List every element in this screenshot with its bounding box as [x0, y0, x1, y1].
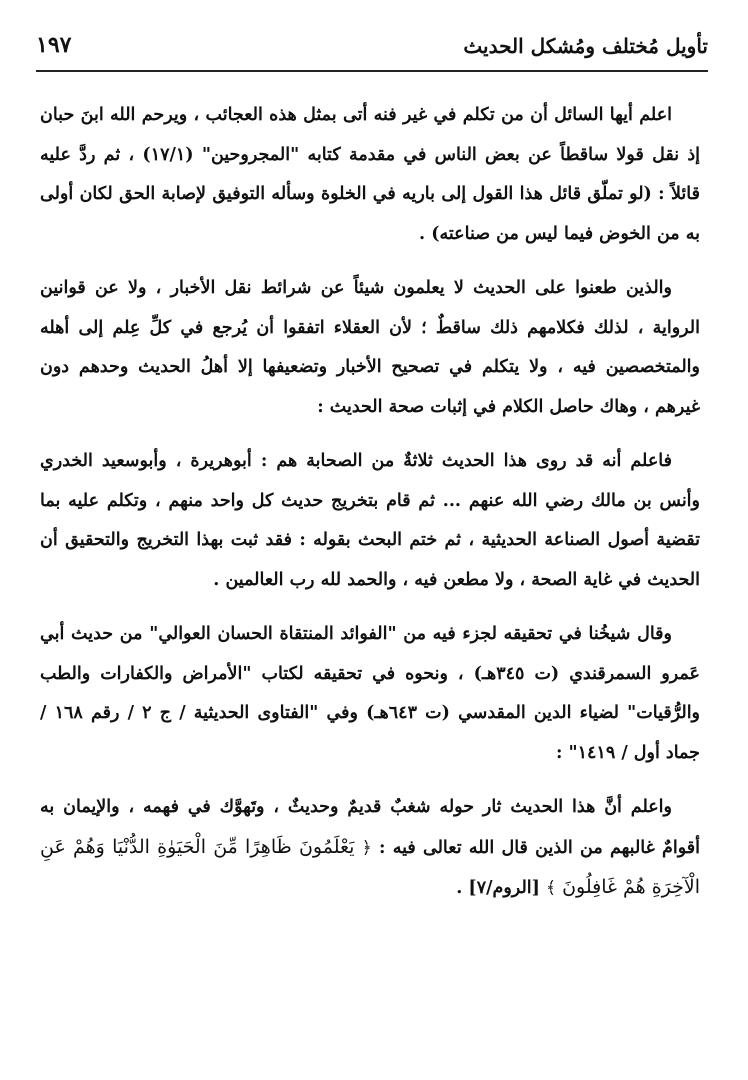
- paragraph-5: [40, 788, 700, 909]
- header-rule: [36, 70, 708, 72]
- quran-bracket-open: ﴿: [361, 837, 372, 858]
- body-text: [40, 96, 700, 909]
- page-number: ١٩٧: [36, 32, 72, 58]
- paragraph-1: اعلم أيها السائل أن من تكلم في غير فنه أتى بمثل هذه العجائب ، ويرحم الله ابنَ حبان إذ نقل قولا ساقطاً عن بعض الناس في مقدمة كتابه "المجروحين" (١٧/١) ، ثم ردَّ عليه قائلاً : (لو تملّق قائل هذا القول إلى باريه في الخلوة وسأله التوفيق لإصابة الحق لكان أولى به من الخوض فيما ليس من صناعته) .: [40, 105, 700, 244]
- page-header: [36, 30, 708, 64]
- verse-citation: [الروم/٧] .: [456, 878, 540, 898]
- paragraph-3: فاعلم أنه قد روى هذا الحديث ثلاثةٌ من الصحابة هم : أبوهريرة ، وأبوسعيد الخدري وأنس بن مالك رضي الله عنهم ... ثم قام بتخريج حديث كل واحد منهم ، وتكلم عليه بما تقضية أصول الصناعة الحديثية ، ثم ختم البحث بقوله : فقد ثبت بهذا التخريج والتحقيق أن الحديث في غاية الصحة ، ولا مطعن فيه ، والحمد لله رب العالمين .: [40, 451, 700, 590]
- quran-verse: يَعْلَمُونَ ظَاهِرًا مِّنَ الْحَيَوٰةِ الدُّنْيَا وَهُمْ عَنِ الْآخِرَةِ هُمْ غَافِلُونَ: [40, 835, 700, 898]
- running-title: تأويل مُختلف ومُشكل الحديث: [463, 34, 708, 58]
- paragraph-2: والذين طعنوا على الحديث لا يعلمون شيئاً عن شرائط نقل الأخبار ، ولا عن قوانين الرواية ، لذلك فكلامهم ذلك ساقطٌ ؛ لأن العقلاء اتفقوا أن يُرجع في كلِّ عِلم إلى أهله والمتخصصين فيه ، ولا يتكلم في تصحيح الأخبار وتضعيفها إلا أهلُ الحديث وحدهم دون غيرهم ، وهاك حاصل الكلام في إثبات صحة الحديث :: [40, 278, 700, 417]
- paragraph-4: وقال شيخُنا في تحقيقه لجزء فيه من "الفوائد المنتقاة الحسان العوالي" من حديث أبي عَمرو السمرقندي (ت ٣٤٥هـ) ، ونحوه في تحقيقه لكتاب "الأمراض والكفارات والطب والرُّقيات" لضياء الدين المقدسي (ت ٦٤٣هـ) وفي "الفتاوى الحديثية / ج ٢ / رقم ١٦٨ / جماد أول / ١٤١٩" :: [40, 624, 701, 763]
- paragraph-5-lead: واعلم أنَّ هذا الحديث ثار حوله شغبٌ قديمٌ وحديثٌ ، وتَهوَّك في فهمه ، والإيمان به أقوامٌ غالبهم من الذين قال الله تعالى فيه :: [40, 797, 701, 858]
- quran-bracket-close: ﴾: [546, 878, 556, 898]
